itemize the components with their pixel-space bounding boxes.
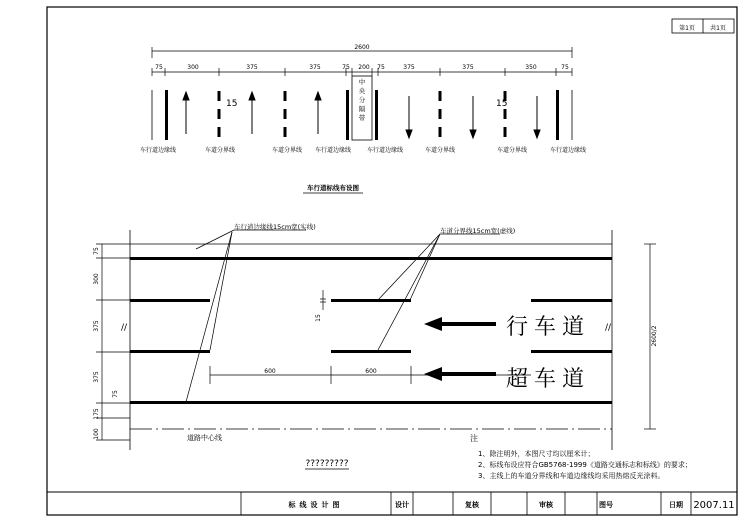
- segment-dimension: 375: [462, 64, 474, 71]
- svg-text://: //: [605, 323, 612, 333]
- title-block: [47, 492, 737, 515]
- note-item: 1、除注明外，本图尺寸均以厘米计；: [478, 450, 595, 458]
- left-dimension: 375: [93, 371, 100, 383]
- notes-heading: 注: [470, 434, 478, 443]
- segment-dimension: 75: [342, 64, 350, 71]
- left-dimension: 75: [112, 390, 119, 398]
- arrow-label-right: 15: [496, 99, 508, 109]
- line-label: 车行道边缘线: [139, 147, 177, 154]
- centerline-label: 道路中心线: [187, 434, 222, 442]
- lane-direction-arrows: [424, 317, 496, 381]
- segment-dimension: 200: [358, 64, 370, 71]
- callout-edge-line: 车行道边缘线15cm宽(实线): [234, 223, 316, 231]
- drawing-placeholder: ?????????: [305, 459, 349, 469]
- segment-dimension: 375: [403, 64, 415, 71]
- drawing-no-label: 图号: [599, 501, 613, 509]
- segment-dimension: 75: [561, 64, 569, 71]
- line-label: 车道分界线: [204, 147, 236, 154]
- date-value: 2007.11: [693, 500, 735, 511]
- segment-dimension: 375: [246, 64, 258, 71]
- segment-dimension: 300: [187, 64, 199, 71]
- segment-dimension: 75: [377, 64, 385, 71]
- drawing-name: 标线设计图: [288, 501, 344, 509]
- segment-dimension: 375: [309, 64, 321, 71]
- lane-text-travel: 行车道: [506, 315, 591, 340]
- note-item: 2、标线布设应符合GB5768-1999《道路交通标志和标线》的要求；: [478, 461, 692, 469]
- line-label: 车行道边缘线: [366, 147, 404, 154]
- left-dimension: 100: [93, 428, 100, 440]
- line-label: 车道分界线: [424, 147, 456, 154]
- line-label: 车道分界线: [271, 147, 303, 154]
- callout-divider-line: 车道分界线15cm宽(虚线): [440, 227, 516, 235]
- review-label: 复核: [465, 501, 479, 509]
- page-indicator: [672, 19, 734, 33]
- dash-length-dimension: 600: [264, 368, 276, 375]
- page-label: 第1页: [679, 25, 695, 32]
- sheet-border: [47, 7, 737, 515]
- lane-text-passing: 超车道: [506, 367, 591, 392]
- total-pages-label: 共1页: [710, 25, 726, 32]
- gap-length-dimension: 600: [365, 368, 377, 375]
- svg-text://: //: [121, 323, 128, 333]
- gap-dimension: 15: [315, 314, 322, 322]
- half-width-dimension: 2600/2: [651, 325, 658, 347]
- audit-label: 审核: [539, 501, 553, 509]
- line-label: 车行道边缘线: [549, 147, 587, 154]
- segment-dimension: 350: [525, 64, 537, 71]
- line-label: 车行道边缘线: [314, 147, 352, 154]
- left-dimension: 300: [93, 273, 100, 285]
- left-dimension: 75: [93, 247, 100, 255]
- date-label: 日期: [669, 501, 683, 509]
- left-dimension: 175: [93, 408, 100, 420]
- median-label: 中央分隔带: [358, 78, 366, 122]
- notes: [470, 433, 692, 480]
- top-view-caption: 车行道标线布设图: [307, 184, 359, 192]
- note-item: 3、主线上的车道分界线和车道边缘线均采用热熔反光涂料。: [478, 472, 665, 480]
- design-label: 设计: [395, 501, 409, 509]
- overall-dimension: 2600: [354, 44, 370, 51]
- top-view: [140, 44, 586, 193]
- detail-view: [93, 222, 658, 469]
- left-dimension: 375: [93, 320, 100, 332]
- segment-dimension: 75: [155, 64, 163, 71]
- arrow-label-left: 15: [226, 99, 238, 109]
- line-label: 车道分界线: [496, 147, 528, 154]
